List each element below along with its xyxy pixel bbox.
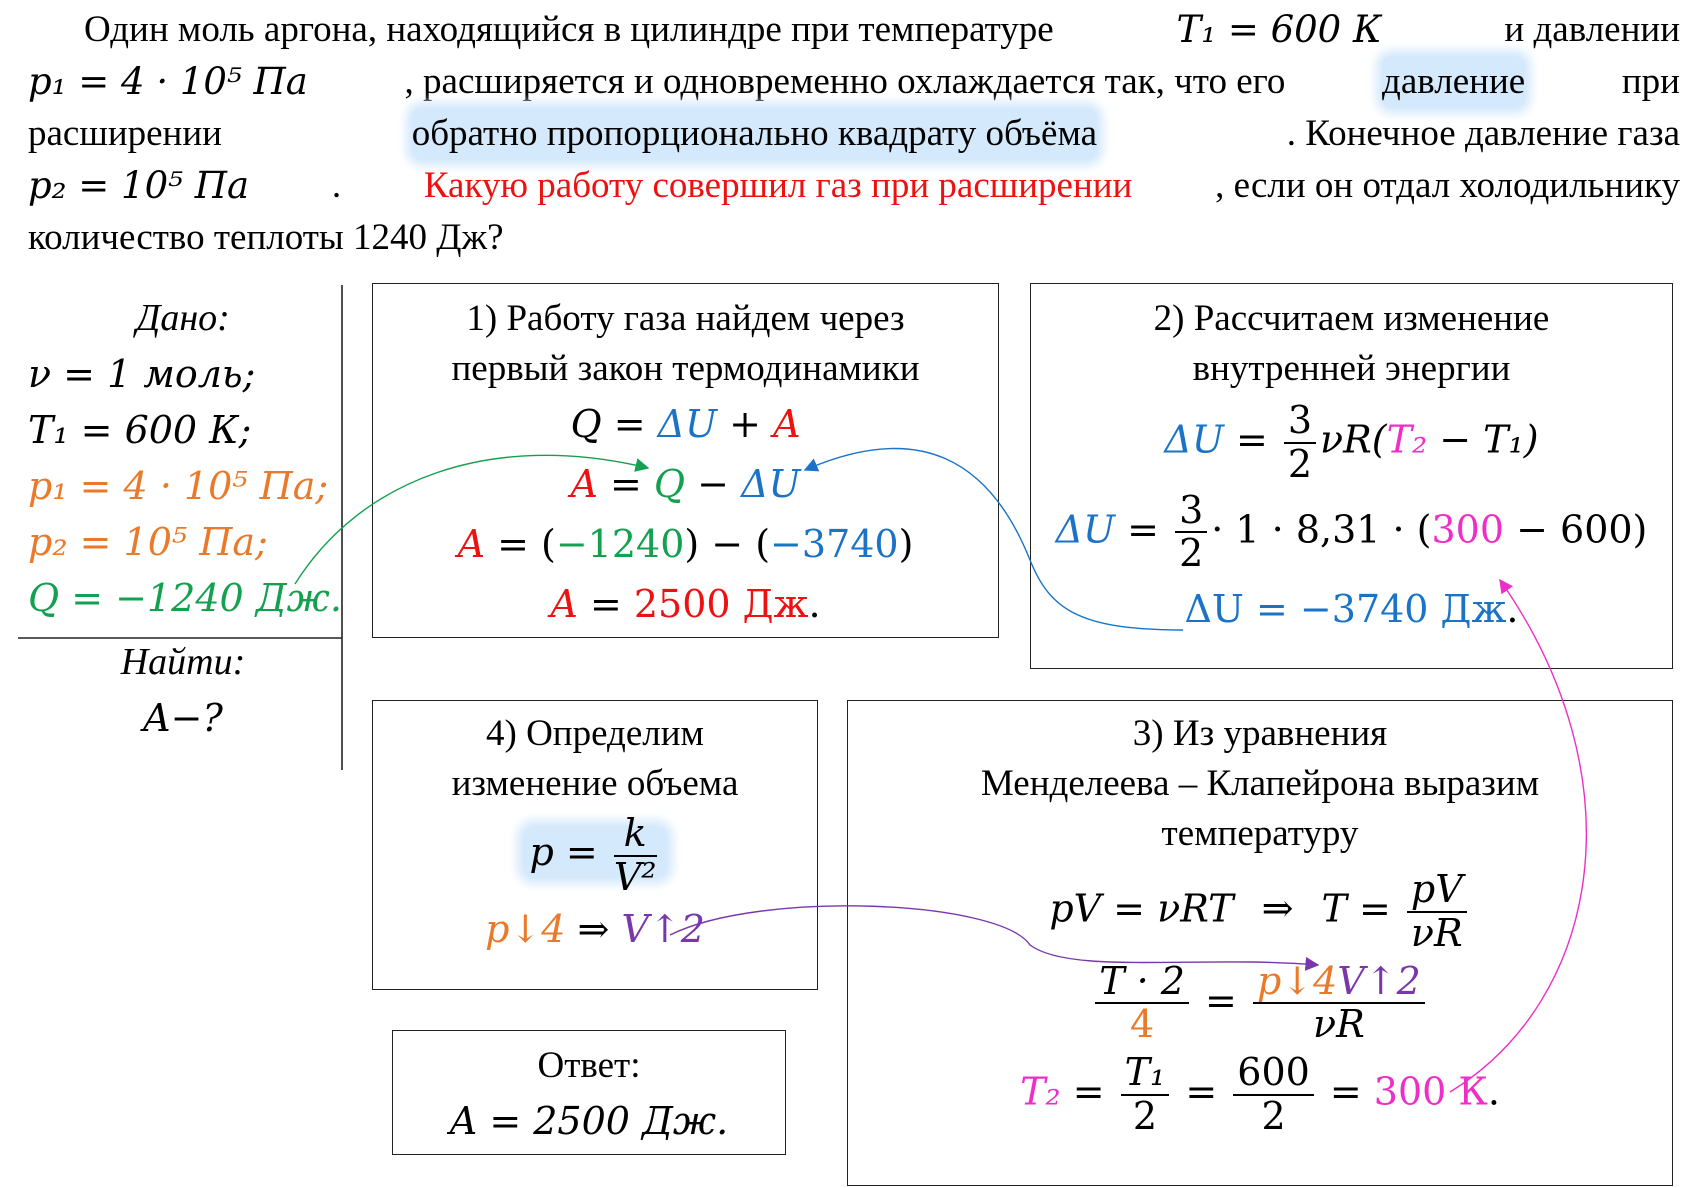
t1-value: T₁ = 600 К [1176,8,1382,51]
step2-eq3: ΔU = −3740 Дж. [1184,587,1519,632]
find-title: Найти: [120,641,246,683]
step1-eq1: Q = ΔU + A [570,402,801,446]
given-t1: T₁ = 600 К; [28,408,252,452]
answer-value: A = 2500 Дж. [449,1099,729,1143]
step1-title-2: первый закон термодинамики [451,348,920,389]
step1-eq3: A = (−1240) − (−3740) [457,522,914,566]
p2-value: p₂ = 10⁵ Па [28,164,250,207]
given-title: Дано: [136,297,230,339]
arrow-du-to-step1 [805,448,1183,630]
arrow-t2-to-step2 [1450,580,1586,1092]
step3-title-3: температуру [1161,813,1359,854]
step2-eq1: ΔU = $\frac{3}{2}$ νR(T₂ − T₁) [1164,398,1539,486]
highlight-inverse-square: обратно пропорционально квадрату объёма [412,108,1097,160]
p1-value: p₁ = 4 · 10⁵ Па [28,60,308,103]
arrow-volume-to-step3 [670,906,1318,965]
given-q: Q = −1240 Дж. [28,576,342,620]
problem-line-5: количество теплоты 1240 Дж? [28,217,504,258]
given-p2: p₂ = 10⁵ Па; [28,520,268,564]
step4-eq1: p = $\frac{k}{\text{V²}}$ [373,813,817,899]
find-value: A−? [143,696,223,740]
question-highlight: Какую работу совершил газ при расширении [423,165,1133,206]
answer-title: Ответ: [537,1045,641,1086]
step3-title-2: Менделеева – Клапейрона выразим [980,763,1540,804]
step4-title-1: 4) Определим [486,713,704,754]
step1-eq4: A = 2500 Дж. [550,582,821,626]
step3-title-1: 3) Из уравнения [1132,713,1388,754]
step2-eq2: ΔU = $\frac{3}{2}$ · 1 · 8,31 · (300 − 600) [1055,487,1648,576]
problem-line-1: Один моль аргона, находящийся в цилиндре при температуре T₁ = 600 К и давлении [28,4,1680,56]
step4-title-2: изменение объема [451,763,739,804]
given-nu: ν = 1 моль; [28,352,256,396]
step2-title-1: 2) Рассчитаем изменение [1153,298,1550,339]
step3-eq2: $\frac{T \cdot 2}{4}$ = $\frac{p↓4V↑2}{\nu R}$ [848,961,1672,1047]
highlight-pressure: давление [1382,56,1525,108]
step1-eq2: A = Q − ΔU [570,462,801,506]
problem-line-2: p₁ = 4 · 10⁵ Па , расширяется и одновременно охлаждается так, что его давление при [28,56,1680,108]
arrow-q-to-step1 [295,455,648,584]
problem-line-3: расширении обратно пропорционально квадрату объёма . Конечное давление газа [28,108,1680,160]
step3-eq1: pV = νRT ⇒ T = $\frac{pV}{\nu R}$ [848,869,1672,955]
step1-title-1: 1) Работу газа найдем через [466,298,905,339]
step3-eq3: T₂ = $\frac{\text{T₁}}{2}$ = $\frac{600}{2}$ = 300 К. [1020,1050,1500,1138]
step4-eq2: p↓4 ⇒ V↑2 [485,906,705,951]
given-p1: p₁ = 4 · 10⁵ Па; [28,464,329,508]
step2-title-2: внутренней энергии [1192,348,1511,389]
problem-line-4: p₂ = 10⁵ Па . Какую работу совершил газ при расширении , если он отдал холодильнику [28,160,1680,212]
